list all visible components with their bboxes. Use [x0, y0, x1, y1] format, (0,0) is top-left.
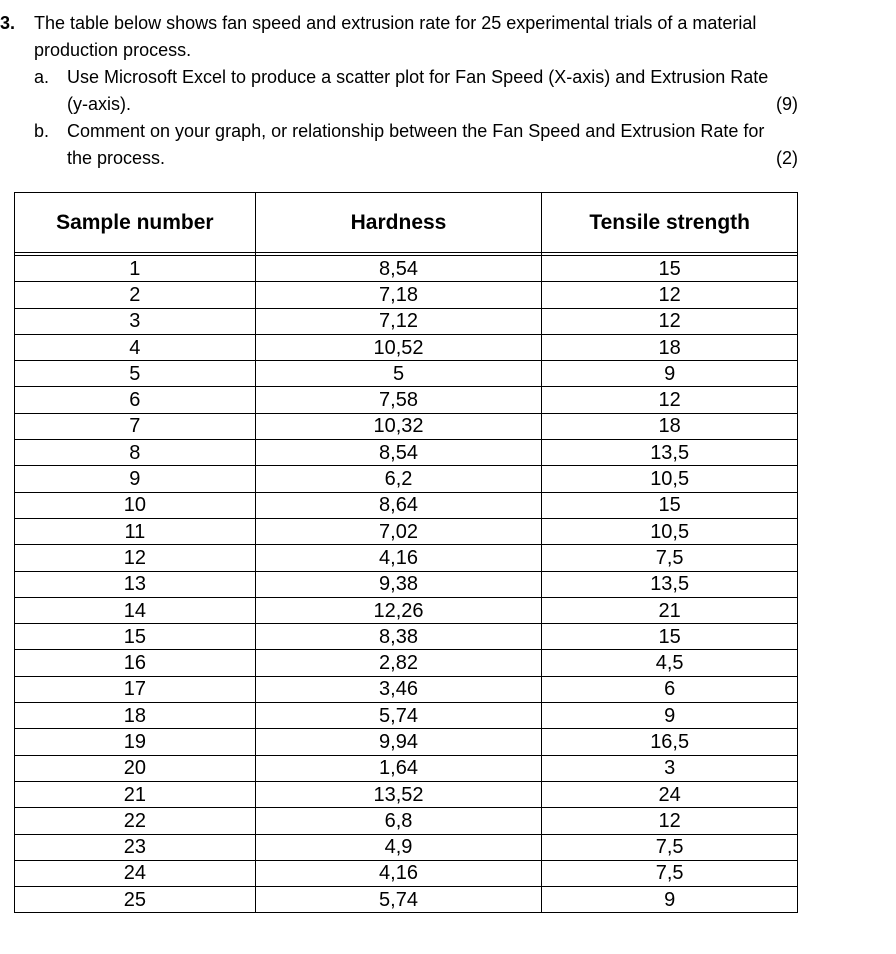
sample-number-cell: 5 [15, 361, 256, 387]
part-b-line-2: the process. [67, 148, 166, 168]
part-a-marks: (9) [776, 94, 798, 114]
question-number: 3. [0, 13, 16, 33]
tensile-strength-cell: 12 [542, 308, 798, 334]
hardness-cell: 10,32 [255, 413, 542, 439]
hardness-cell: 8,54 [255, 440, 542, 466]
sample-number-cell: 14 [15, 597, 256, 623]
hardness-cell: 7,58 [255, 387, 542, 413]
sample-number-cell: 13 [15, 571, 256, 597]
table-row [15, 676, 798, 702]
table-row [15, 624, 798, 650]
sample-number-cell: 22 [15, 808, 256, 834]
sample-number-cell: 17 [15, 676, 256, 702]
data-table [14, 192, 798, 913]
header-hardness: Hardness [255, 193, 542, 253]
tensile-strength-cell: 18 [542, 334, 798, 360]
tensile-strength-cell: 7,5 [542, 834, 798, 860]
hardness-cell: 4,16 [255, 545, 542, 571]
hardness-cell: 3,46 [255, 676, 542, 702]
table-row [15, 308, 798, 334]
hardness-cell: 4,16 [255, 860, 542, 886]
part-b-label: b. [34, 121, 50, 141]
hardness-cell: 6,8 [255, 808, 542, 834]
hardness-cell: 8,38 [255, 624, 542, 650]
sample-number-cell: 24 [15, 860, 256, 886]
tensile-strength-cell: 4,5 [542, 650, 798, 676]
hardness-cell: 9,38 [255, 571, 542, 597]
part-b-marks: (2) [776, 148, 798, 168]
table-row [15, 413, 798, 439]
table-row [15, 440, 798, 466]
table-row [15, 650, 798, 676]
table-row [15, 466, 798, 492]
table-header-row [15, 193, 798, 253]
tensile-strength-cell: 21 [542, 597, 798, 623]
tensile-strength-cell: 13,5 [542, 571, 798, 597]
sample-number-cell: 12 [15, 545, 256, 571]
part-a-line-2: (y-axis). [67, 94, 131, 114]
sample-number-cell: 8 [15, 440, 256, 466]
table-row [15, 729, 798, 755]
sample-number-cell: 25 [15, 887, 256, 913]
part-b-line-1: Comment on your graph, or relationship between the Fan Speed and Extrusion Rate for [67, 121, 765, 141]
header-tensile-strength: Tensile strength [542, 193, 798, 253]
table-row [15, 545, 798, 571]
table-row [15, 808, 798, 834]
tensile-strength-cell: 15 [542, 492, 798, 518]
sample-number-cell: 15 [15, 624, 256, 650]
hardness-cell: 8,64 [255, 492, 542, 518]
hardness-cell: 6,2 [255, 466, 542, 492]
table-row [15, 571, 798, 597]
tensile-strength-cell: 18 [542, 413, 798, 439]
hardness-cell: 5 [255, 361, 542, 387]
hardness-cell: 12,26 [255, 597, 542, 623]
tensile-strength-cell: 9 [542, 703, 798, 729]
tensile-strength-cell: 13,5 [542, 440, 798, 466]
table-row [15, 834, 798, 860]
sample-number-cell: 4 [15, 334, 256, 360]
sample-number-cell: 23 [15, 834, 256, 860]
tensile-strength-cell: 12 [542, 282, 798, 308]
table-row [15, 361, 798, 387]
sample-number-cell: 6 [15, 387, 256, 413]
hardness-cell: 8,54 [255, 256, 542, 282]
hardness-cell: 5,74 [255, 887, 542, 913]
table-row [15, 755, 798, 781]
sample-number-cell: 7 [15, 413, 256, 439]
table-row [15, 492, 798, 518]
tensile-strength-cell: 7,5 [542, 545, 798, 571]
table-row [15, 703, 798, 729]
tensile-strength-cell: 15 [542, 624, 798, 650]
tensile-strength-cell: 15 [542, 256, 798, 282]
sample-number-cell: 21 [15, 781, 256, 807]
table-row [15, 860, 798, 886]
hardness-cell: 9,94 [255, 729, 542, 755]
hardness-cell: 7,02 [255, 518, 542, 544]
table-row [15, 334, 798, 360]
header-sample-number: Sample number [15, 193, 256, 253]
tensile-strength-cell: 12 [542, 808, 798, 834]
table-body [15, 256, 798, 913]
part-a-line-1: Use Microsoft Excel to produce a scatter plot for Fan Speed (X-axis) and Extrusion Rate [67, 67, 769, 87]
sample-number-cell: 18 [15, 703, 256, 729]
hardness-cell: 10,52 [255, 334, 542, 360]
sample-number-cell: 19 [15, 729, 256, 755]
table-row [15, 887, 798, 913]
table-row [15, 781, 798, 807]
hardness-cell: 2,82 [255, 650, 542, 676]
tensile-strength-cell: 24 [542, 781, 798, 807]
sample-number-cell: 9 [15, 466, 256, 492]
question-intro-line-2: production process. [34, 40, 192, 60]
hardness-cell: 1,64 [255, 755, 542, 781]
sample-number-cell: 3 [15, 308, 256, 334]
hardness-cell: 7,18 [255, 282, 542, 308]
sample-number-cell: 10 [15, 492, 256, 518]
tensile-strength-cell: 16,5 [542, 729, 798, 755]
question-intro-line-1: The table below shows fan speed and extrusion rate for 25 experimental trials of a material [34, 13, 757, 33]
tensile-strength-cell: 12 [542, 387, 798, 413]
table-row [15, 282, 798, 308]
part-a-label: a. [34, 67, 50, 87]
table-row [15, 518, 798, 544]
tensile-strength-cell: 9 [542, 361, 798, 387]
hardness-cell: 4,9 [255, 834, 542, 860]
sample-number-cell: 2 [15, 282, 256, 308]
table-row [15, 256, 798, 282]
tensile-strength-cell: 9 [542, 887, 798, 913]
sample-number-cell: 16 [15, 650, 256, 676]
table-row [15, 387, 798, 413]
hardness-cell: 13,52 [255, 781, 542, 807]
tensile-strength-cell: 6 [542, 676, 798, 702]
sample-number-cell: 11 [15, 518, 256, 544]
sample-number-cell: 20 [15, 755, 256, 781]
sample-number-cell: 1 [15, 256, 256, 282]
hardness-cell: 7,12 [255, 308, 542, 334]
tensile-strength-cell: 3 [542, 755, 798, 781]
table-row [15, 597, 798, 623]
tensile-strength-cell: 10,5 [542, 518, 798, 544]
tensile-strength-cell: 7,5 [542, 860, 798, 886]
hardness-cell: 5,74 [255, 703, 542, 729]
tensile-strength-cell: 10,5 [542, 466, 798, 492]
